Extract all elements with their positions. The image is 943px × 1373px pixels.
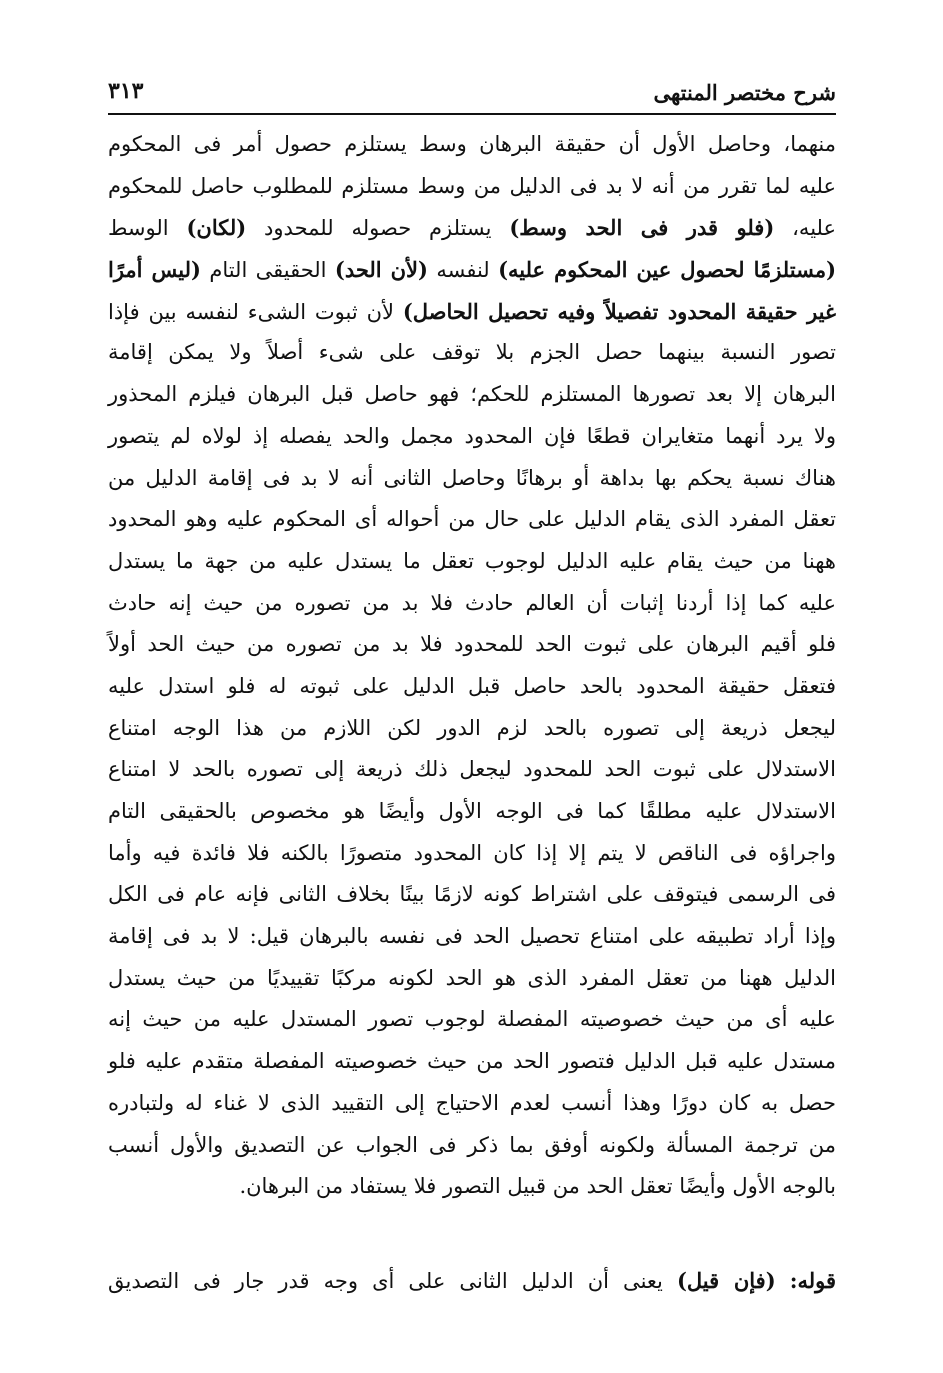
text-line: من ترجمة المسألة ولكونه أوفق بما ذكر فى الجواب عن التصديق والأول أنسب bbox=[108, 1132, 836, 1157]
commentary-quote: (فإن قيل) bbox=[676, 1268, 776, 1293]
text-segment: لنفسه bbox=[427, 258, 499, 283]
bold-quote: (لأن الحد) bbox=[334, 257, 428, 283]
text-line: مستدل عليه قبل الدليل فتصور الحد من حيث خصوصيته المفصلة متقدم عليه فلو bbox=[108, 1049, 836, 1074]
text-line: ههنا من حيث يقام عليه الدليل لوجوب تعقل ما يستدل عليه من جهة ما يستدل bbox=[108, 548, 836, 573]
bold-quote: غير حقيقة المحدود تفصيلاً وفيه تحصيل الحاصل) bbox=[402, 298, 836, 324]
commentary-label: قوله: bbox=[789, 1268, 836, 1293]
text-line: البرهان إلا بعد تصورها المستلزم للحكم؛ فهو حاصل قبل البرهان فيلزم المحذور bbox=[108, 382, 836, 407]
page-number: ٣١٣ bbox=[108, 78, 144, 104]
body-text bbox=[108, 124, 836, 1208]
text-line: عليه لما تقرر من أنه لا بد فى الدليل من وسط مستلزم للمطلوب حاصل للمحكوم bbox=[108, 173, 836, 198]
text-line: الدليل ههنا من تعقل المفرد الذى هو الحد لكونه مركبًا تقييديًا من حيث يستدل bbox=[108, 965, 836, 990]
header-rule bbox=[108, 113, 836, 115]
text-line: حصل به كان دورًا وهذا أنسب لعدم الاحتياج إلى التقييد الذى لا غناء له ولتبادره bbox=[108, 1090, 836, 1115]
bold-quote: (فلو قدر فى الحد وسط) bbox=[509, 215, 775, 241]
text-line: تصور النسبة بينهما حصل الجزم بلا توقف على شىء أصلاً ولا يمكن إقامة bbox=[108, 340, 836, 365]
page-header bbox=[108, 72, 836, 112]
bold-quote: (مستلزمًا لحصول عين المحكوم عليه) bbox=[498, 257, 837, 283]
text-line: ليجعل ذريعة إلى تصوره بالحد لزم الدور لكن اللازم من هذا الوجه امتناع bbox=[108, 715, 836, 740]
text-line: الاستدلال عليه مطلقًا كما فى الوجه الأول وأيضًا هو مخصوص بالحقيقى التام bbox=[108, 799, 836, 823]
text-segment: الوسط bbox=[108, 216, 187, 241]
commentary-text: يعنى أن الدليل الثانى على أى وجه قدر جار فى التصديق bbox=[108, 1269, 677, 1293]
text-segment: الحقيقى التام bbox=[200, 258, 335, 283]
running-title: شرح مختصر المنتهى bbox=[653, 80, 836, 105]
text-line: منهما، وحاصل الأول أن حقيقة البرهان وسط يستلزم حصول أمر فى المحكوم bbox=[108, 132, 836, 156]
text-line: فى الرسمى فيتوقف على اشتراط كونه لازمًا بينًا بخلاف الثانى فإنه عام فى الكل bbox=[108, 882, 836, 907]
text-line: الاستدلال على ثبوت الحد للمحدود ليجعل ذلك ذريعة إلى تصوره بالحد لا امتناع bbox=[108, 757, 836, 782]
text-line: عليه أى من حيث خصوصيته المفصلة لوجوب تصور المستدل عليه من حيث إنه bbox=[108, 1007, 836, 1032]
text-line: واجراؤه فى الناقص لا يتم إلا إذا كان المحدود متصورًا بالكنه فلا فائدة فيه وأما bbox=[108, 840, 836, 865]
text-line: وإذا أراد تطبيقه على امتناع تحصيل الحد فى نفسه بالبرهان قيل: لا بد فى إقامة bbox=[108, 924, 836, 949]
text-line bbox=[108, 249, 836, 291]
text-line: فتعقل حقيقة المحدود بالحد حاصل قبل الدليل على ثبوته له فلو استدل عليه bbox=[108, 673, 836, 698]
text-segment: يستلزم حصوله للمحدود bbox=[246, 216, 510, 241]
text-line bbox=[108, 207, 836, 249]
text-segment: عليه، bbox=[774, 216, 837, 241]
text-line: بالوجه الأول وأيضًا تعقل الحد من قبيل التصور فلا يستفاد من البرهان. bbox=[239, 1174, 836, 1199]
text-line: عليه كما إذا أردنا إثبات أن العالم حادث فلا بد من تصوره من حيث إنه حادث bbox=[108, 590, 836, 615]
bold-quote: (ليس أمرًا bbox=[108, 257, 201, 283]
text-line: فلو أقيم البرهان على ثبوت الحد للمحدود فلا بد من تصوره من حيث الحد أولاً bbox=[108, 632, 836, 657]
commentary-line bbox=[108, 1260, 836, 1302]
text-line bbox=[108, 291, 836, 333]
text-line: هناك نسبة يحكم بها بداهة أو برهانًا وحاصل الثانى أنه لا بد فى إقامة الدليل من bbox=[108, 465, 836, 490]
text-line: ولا يرد أنهما متغايران قطعًا فإن المحدود مجمل والحد يفصله إذ لولاه لم يتصور bbox=[108, 423, 836, 448]
bold-quote: (لكان) bbox=[186, 215, 247, 241]
text-segment: لأن ثبوت الشىء لنفسه بين فإذا bbox=[108, 299, 403, 324]
text-line: تعقل المفرد الذى يقام الدليل على حال من أحواله أى المحكوم عليه وهو المحدود bbox=[108, 507, 837, 532]
